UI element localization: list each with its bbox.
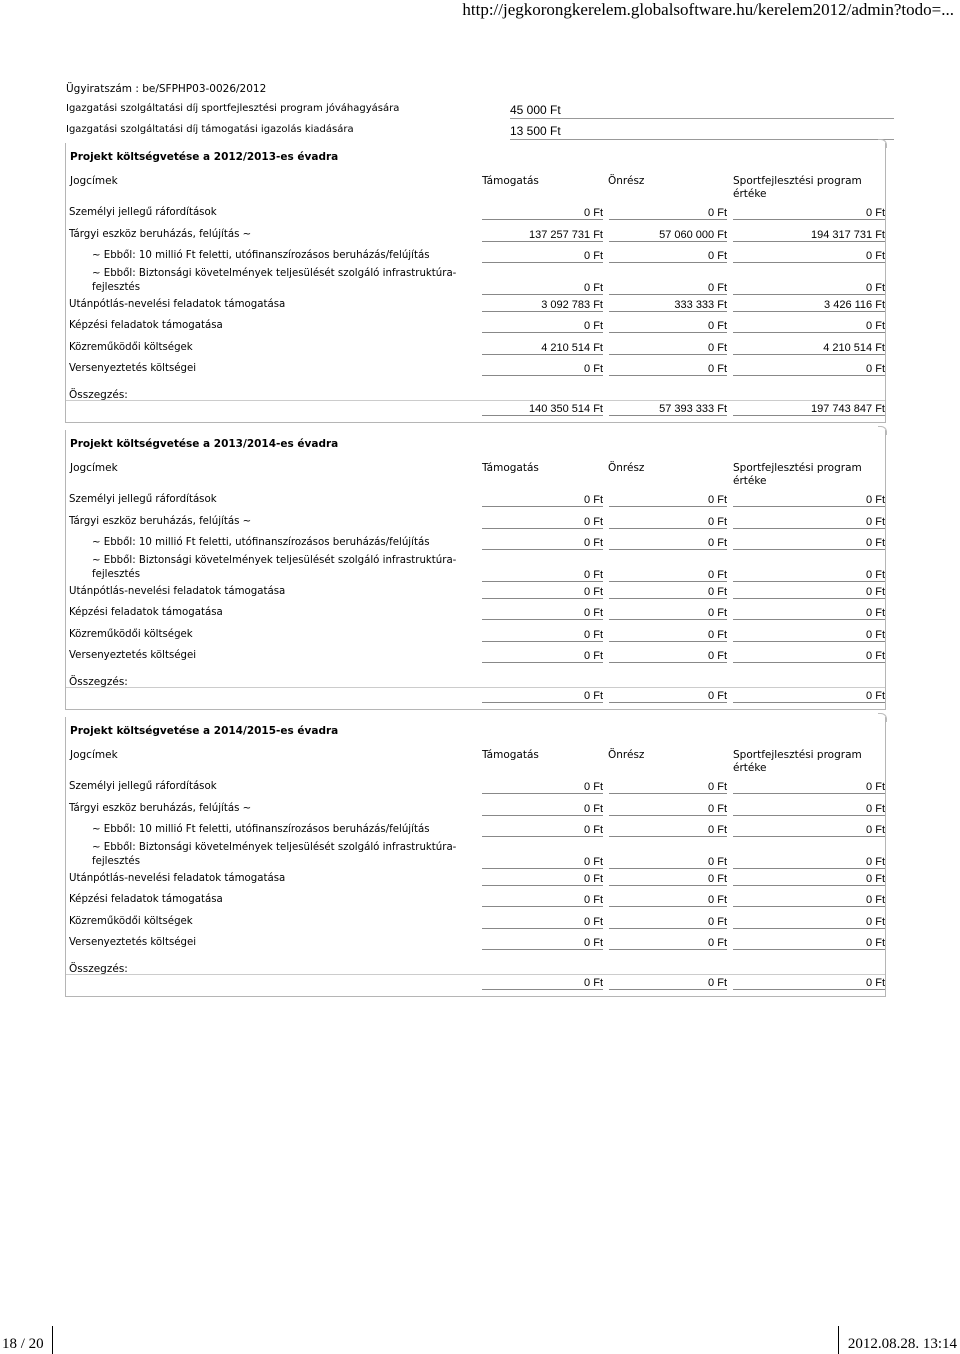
support-value: 0 Ft <box>482 916 603 929</box>
own-contribution-value: 0 Ft <box>609 342 727 355</box>
column-header-tamogatas: Támogatás <box>482 462 539 474</box>
summary-label: Összegzés: <box>69 389 128 401</box>
support-value: 0 Ft <box>482 569 603 582</box>
program-value: 0 Ft <box>733 207 885 220</box>
program-value: 0 Ft <box>733 916 885 929</box>
own-contribution-value: 0 Ft <box>609 516 727 529</box>
own-contribution-value: 0 Ft <box>609 537 727 550</box>
budget-section <box>65 430 886 710</box>
program-value: 0 Ft <box>733 781 885 794</box>
total-own-contribution: 57 393 333 Ft <box>609 403 727 416</box>
support-value: 0 Ft <box>482 494 603 507</box>
row-label: Utánpótlás-nevelési feladatok támogatása <box>69 299 286 310</box>
program-value: 0 Ft <box>733 516 885 529</box>
table-row <box>66 937 885 955</box>
summary-separator <box>66 974 885 975</box>
page-url-header: http://jegkorongkerelem.globalsoftware.hu/kerelem2012/admin?todo=... <box>462 0 954 19</box>
table-row <box>66 629 885 647</box>
program-value: 0 Ft <box>733 282 885 295</box>
support-value: 0 Ft <box>482 207 603 220</box>
support-value: 0 Ft <box>482 803 603 816</box>
program-value: 3 426 116 Ft <box>733 299 885 312</box>
table-row <box>66 207 885 225</box>
print-datetime: 2012.08.28. 13:14 <box>847 1336 957 1352</box>
program-value: 194 317 731 Ft <box>733 229 885 242</box>
support-value: 0 Ft <box>482 586 603 599</box>
table-row <box>66 250 885 268</box>
row-label: ~ Ebből: Biztonsági követelmények teljesülését szolgáló infrastruktúra-fejlesztés <box>92 555 457 580</box>
table-row <box>66 299 885 317</box>
own-contribution-value: 0 Ft <box>609 494 727 507</box>
total-support: 0 Ft <box>482 977 603 990</box>
program-value: 0 Ft <box>733 363 885 376</box>
column-header-program: Sportfejlesztési program értéke <box>733 749 862 774</box>
fee-value-certificate: 13 500 Ft <box>510 124 894 140</box>
own-contribution-value: 0 Ft <box>609 650 727 663</box>
row-label: Versenyeztetés költségei <box>69 363 197 374</box>
program-value: 0 Ft <box>733 250 885 263</box>
support-value: 0 Ft <box>482 537 603 550</box>
budget-section <box>65 717 886 997</box>
support-value: 0 Ft <box>482 894 603 907</box>
own-contribution-value: 0 Ft <box>609 916 727 929</box>
own-contribution-value: 57 060 000 Ft <box>609 229 727 242</box>
fee-label-approval: Igazgatási szolgáltatási díj sportfejlesztési program jóváhagyására <box>66 103 400 114</box>
total-program: 0 Ft <box>733 690 885 703</box>
program-value: 0 Ft <box>733 629 885 642</box>
row-label: Tárgyi eszköz beruházás, felújítás ~ <box>69 803 252 814</box>
own-contribution-value: 333 333 Ft <box>609 299 727 312</box>
program-value: 0 Ft <box>733 537 885 550</box>
row-label: Utánpótlás-nevelési feladatok támogatása <box>69 873 286 884</box>
own-contribution-value: 0 Ft <box>609 803 727 816</box>
total-support: 0 Ft <box>482 690 603 703</box>
support-value: 4 210 514 Ft <box>482 342 603 355</box>
fee-label-certificate: Igazgatási szolgáltatási díj támogatási igazolás kiadására <box>66 124 354 135</box>
column-header-program: Sportfejlesztési program értéke <box>733 175 862 200</box>
program-value: 0 Ft <box>733 586 885 599</box>
footer-divider-right <box>838 1326 839 1354</box>
program-value: 0 Ft <box>733 824 885 837</box>
row-label: ~ Ebből: Biztonsági követelmények teljesülését szolgáló infrastruktúra-fejlesztés <box>92 268 457 293</box>
row-label: Közreműködői költségek <box>69 342 193 353</box>
column-header-jogcimek: Jogcímek <box>70 175 118 187</box>
support-value: 0 Ft <box>482 250 603 263</box>
table-row <box>66 894 885 912</box>
table-row <box>66 229 885 247</box>
table-row <box>66 537 885 555</box>
support-value: 0 Ft <box>482 937 603 950</box>
case-number: Ügyiratszám : be/SFPHP03-0026/2012 <box>66 83 267 95</box>
support-value: 0 Ft <box>482 824 603 837</box>
budget-section <box>65 143 886 423</box>
table-row <box>66 650 885 668</box>
table-row <box>66 267 885 297</box>
total-own-contribution: 0 Ft <box>609 690 727 703</box>
column-header-jogcimek: Jogcímek <box>70 749 118 761</box>
row-label: Személyi jellegű ráfordítások <box>69 494 217 505</box>
own-contribution-value: 0 Ft <box>609 207 727 220</box>
section-corner <box>878 426 887 435</box>
row-label: Tárgyi eszköz beruházás, felújítás ~ <box>69 229 252 240</box>
section-corner <box>878 139 887 148</box>
program-value: 0 Ft <box>733 803 885 816</box>
own-contribution-value: 0 Ft <box>609 873 727 886</box>
support-value: 0 Ft <box>482 516 603 529</box>
table-row <box>66 554 885 584</box>
page-number: 18 / 20 <box>2 1336 44 1352</box>
summary-label: Összegzés: <box>69 676 128 688</box>
program-value: 4 210 514 Ft <box>733 342 885 355</box>
support-value: 3 092 783 Ft <box>482 299 603 312</box>
support-value: 0 Ft <box>482 629 603 642</box>
table-row <box>66 586 885 604</box>
footer-divider-left <box>52 1326 53 1354</box>
program-value: 0 Ft <box>733 856 885 869</box>
column-header-onresz: Önrész <box>608 175 645 187</box>
table-row <box>66 916 885 934</box>
summary-label: Összegzés: <box>69 963 128 975</box>
support-value: 0 Ft <box>482 856 603 869</box>
own-contribution-value: 0 Ft <box>609 781 727 794</box>
own-contribution-value: 0 Ft <box>609 894 727 907</box>
own-contribution-value: 0 Ft <box>609 856 727 869</box>
own-contribution-value: 0 Ft <box>609 824 727 837</box>
program-value: 0 Ft <box>733 894 885 907</box>
table-row <box>66 516 885 534</box>
section-title: Projekt költségvetése a 2012/2013-es évadra <box>70 151 339 163</box>
program-value: 0 Ft <box>733 320 885 333</box>
column-header-tamogatas: Támogatás <box>482 749 539 761</box>
row-label: Képzési feladatok támogatása <box>69 894 223 905</box>
column-header-onresz: Önrész <box>608 749 645 761</box>
program-value: 0 Ft <box>733 937 885 950</box>
table-row <box>66 342 885 360</box>
row-label: Közreműködői költségek <box>69 629 193 640</box>
table-row <box>66 781 885 799</box>
program-value: 0 Ft <box>733 607 885 620</box>
row-label: Személyi jellegű ráfordítások <box>69 781 217 792</box>
row-label: ~ Ebből: 10 millió Ft feletti, utófinanszírozásos beruházás/felújítás <box>92 824 430 835</box>
section-title: Projekt költségvetése a 2014/2015-es évadra <box>70 725 339 737</box>
own-contribution-value: 0 Ft <box>609 250 727 263</box>
table-row <box>66 607 885 625</box>
support-value: 0 Ft <box>482 282 603 295</box>
program-value: 0 Ft <box>733 650 885 663</box>
summary-separator <box>66 400 885 401</box>
fee-value-approval: 45 000 Ft <box>510 103 894 119</box>
table-row <box>66 803 885 821</box>
own-contribution-value: 0 Ft <box>609 586 727 599</box>
support-value: 137 257 731 Ft <box>482 229 603 242</box>
row-label: Tárgyi eszköz beruházás, felújítás ~ <box>69 516 252 527</box>
support-value: 0 Ft <box>482 873 603 886</box>
row-label: ~ Ebből: 10 millió Ft feletti, utófinanszírozásos beruházás/felújítás <box>92 250 430 261</box>
program-value: 0 Ft <box>733 494 885 507</box>
own-contribution-value: 0 Ft <box>609 320 727 333</box>
row-label: Közreműködői költségek <box>69 916 193 927</box>
row-label: Utánpótlás-nevelési feladatok támogatása <box>69 586 286 597</box>
support-value: 0 Ft <box>482 607 603 620</box>
row-label: Képzési feladatok támogatása <box>69 320 223 331</box>
support-value: 0 Ft <box>482 781 603 794</box>
own-contribution-value: 0 Ft <box>609 569 727 582</box>
table-row <box>66 841 885 871</box>
table-row <box>66 494 885 512</box>
total-program: 197 743 847 Ft <box>733 403 885 416</box>
column-header-jogcimek: Jogcímek <box>70 462 118 474</box>
support-value: 0 Ft <box>482 363 603 376</box>
table-row <box>66 873 885 891</box>
row-label: Versenyeztetés költségei <box>69 650 197 661</box>
own-contribution-value: 0 Ft <box>609 937 727 950</box>
total-support: 140 350 514 Ft <box>482 403 603 416</box>
row-label: Versenyeztetés költségei <box>69 937 197 948</box>
column-header-program: Sportfejlesztési program értéke <box>733 462 862 487</box>
table-row <box>66 363 885 381</box>
row-label: ~ Ebből: Biztonsági követelmények teljesülését szolgáló infrastruktúra-fejlesztés <box>92 842 457 867</box>
own-contribution-value: 0 Ft <box>609 607 727 620</box>
own-contribution-value: 0 Ft <box>609 282 727 295</box>
program-value: 0 Ft <box>733 569 885 582</box>
summary-separator <box>66 687 885 688</box>
own-contribution-value: 0 Ft <box>609 363 727 376</box>
support-value: 0 Ft <box>482 320 603 333</box>
own-contribution-value: 0 Ft <box>609 629 727 642</box>
section-title: Projekt költségvetése a 2013/2014-es évadra <box>70 438 339 450</box>
column-header-onresz: Önrész <box>608 462 645 474</box>
total-own-contribution: 0 Ft <box>609 977 727 990</box>
total-program: 0 Ft <box>733 977 885 990</box>
column-header-tamogatas: Támogatás <box>482 175 539 187</box>
table-row <box>66 824 885 842</box>
table-row <box>66 320 885 338</box>
row-label: Képzési feladatok támogatása <box>69 607 223 618</box>
program-value: 0 Ft <box>733 873 885 886</box>
support-value: 0 Ft <box>482 650 603 663</box>
row-label: Személyi jellegű ráfordítások <box>69 207 217 218</box>
section-corner <box>878 713 887 722</box>
row-label: ~ Ebből: 10 millió Ft feletti, utófinanszírozásos beruházás/felújítás <box>92 537 430 548</box>
